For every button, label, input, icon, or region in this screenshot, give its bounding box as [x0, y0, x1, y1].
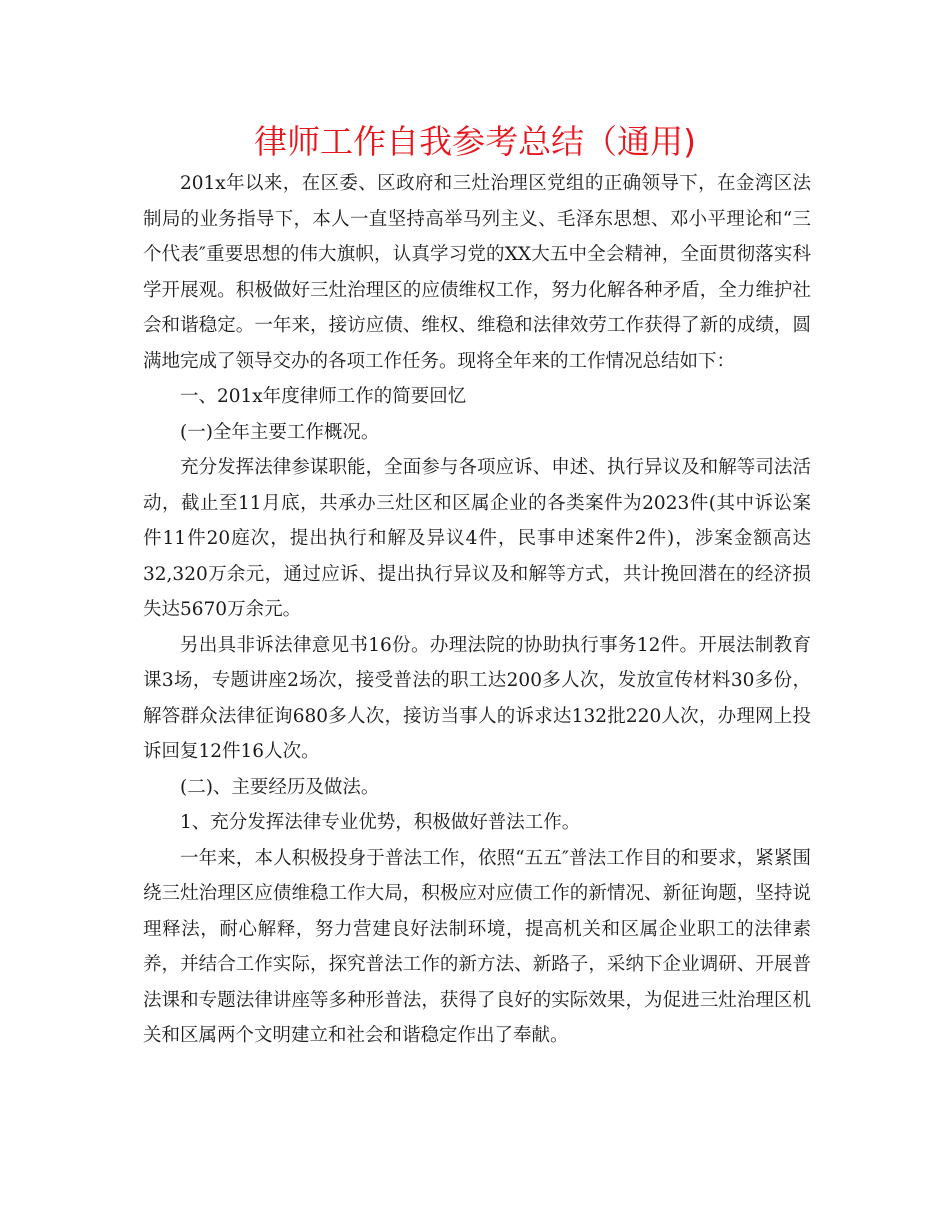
document-body [143, 166, 811, 1054]
paragraph-work-overview: 充分发挥法律参谋职能，全面参与各项应诉、申述、执行异议及和解等司法活动，截止至11月底，共承办三灶区和区属企业的各类案件为2023件(其中诉讼案件11件20庭次，提出执行和解及异议4件，民事申述案件2件)，涉案金额高达32,320万余元，通过应诉、提出执行异议及和解等方式，共计挽回潜在的经济损失达5670万余元。 [143, 457, 811, 620]
subsection-heading-1: (一)全年主要工作概况。 [180, 421, 380, 443]
paragraph-additional-work: 另出具非诉法律意见书16份。办理法院的协助执行事务12件。开展法制教育课3场，专题讲座2场次，接受普法的职工达200多人次，发放宣传材料30多份，解答群众法律征询680多人次，接访当事人的诉求达132批220人次，办理网上投诉回复12件16人次。 [143, 634, 811, 762]
page-title: 律师工作自我参考总结（通用) [254, 122, 696, 161]
subsection-heading-2: (二)、主要经历及做法。 [180, 776, 380, 798]
paragraph-intro: 201x年以来，在区委、区政府和三灶治理区党组的正确领导下，在金湾区法制局的业务指导下，本人一直坚持高举马列主义、毛泽东思想、邓小平理论和“三个代表″重要思想的伟大旗帜，认真学习党的XX大五中全会精神，全面贯彻落实科学开展观。积极做好三灶治理区的应债维权工作，努力化解各种矛盾，全力维护社会和谐稳定。一年来，接访应债、维权、维稳和法律效劳工作获得了新的成绩，圆满地完成了领导交办的各项工作任务。现将全年来的工作情况总结如下： [143, 173, 811, 372]
item-heading-1: 1、充分发挥法律专业优势，积极做好普法工作。 [180, 812, 581, 833]
section-heading-1: 一、201x年度律师工作的简要回忆 [180, 386, 467, 407]
paragraph-legal-education: 一年来，本人积极投身于普法工作，依照“五五″普法工作目的和要求，紧紧围绕三灶治理区应债维稳工作大局，积极应对应债工作的新情况、新征询题，坚持说理释法，耐心解释，努力营建良好法制环境，提高机关和区属企业职工的法律素养，并结合工作实际，探究普法工作的新方法、新路子，采纳下企业调研、开展普法课和专题法律讲座等多种形普法，获得了良好的实际效果，为促进三灶治理区机关和区属两个文明建立和社会和谐稳定作出了奉献。 [143, 847, 811, 1046]
